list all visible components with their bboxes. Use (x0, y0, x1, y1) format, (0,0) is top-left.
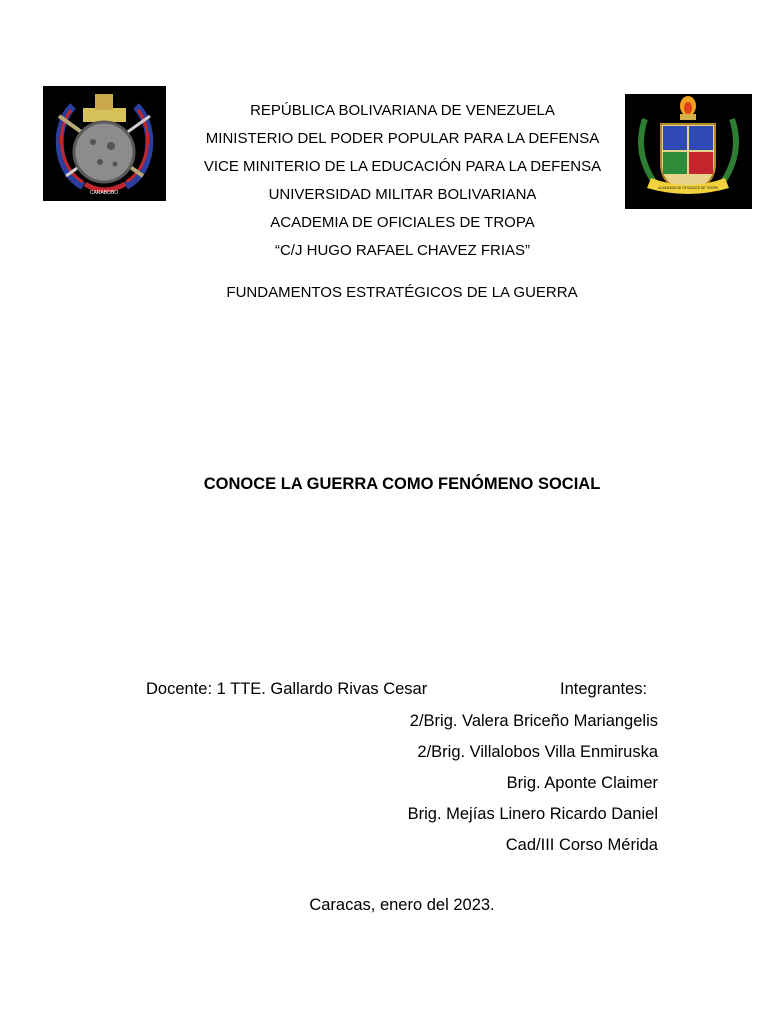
member-item: Brig. Mejías Linero Ricardo Daniel (407, 805, 658, 823)
place-and-date: Caracas, enero del 2023. (309, 896, 495, 914)
header-line-republic: REPÚBLICA BOLIVARIANA DE VENEZUELA (250, 102, 555, 119)
header-line-academy: ACADEMIA DE OFICIALES DE TROPA (270, 214, 535, 231)
member-item: Cad/III Corso Mérida (505, 836, 658, 854)
member-item: Brig. Aponte Claimer (506, 774, 658, 792)
emblem-ribbon-text: CARABOBO (89, 190, 119, 196)
header-line-academy-name: “C/J HUGO RAFAEL CHAVEZ FRIAS” (274, 242, 531, 259)
member-item: 2/Brig. Valera Briceño Mariangelis (409, 712, 658, 730)
document-title: CONOCE LA GUERRA COMO FENÓMENO SOCIAL (203, 475, 601, 493)
academy-shield-icon (625, 94, 752, 209)
shield-banner-text: ACADEMIA DE OFICIALES DE TROPA (658, 186, 718, 190)
teacher-line: Docente: 1 TTE. Gallardo Rivas Cesar (146, 680, 428, 698)
header-line-university: UNIVERSIDAD MILITAR BOLIVARIANA (268, 186, 537, 203)
university-emblem-logo (43, 86, 166, 201)
header-line-ministry: MINISTERIO DEL PODER POPULAR PARA LA DEFENSA (205, 130, 600, 147)
institution-header (190, 100, 615, 268)
member-item: 2/Brig. Villalobos Villa Enmiruska (417, 743, 658, 761)
university-emblem-icon (43, 86, 166, 201)
header-line-vice-ministry: VICE MINITERIO DE LA EDUCACIÓN PARA LA DEFENSA (203, 158, 602, 175)
members-list (408, 710, 658, 865)
course-subject: FUNDAMENTOS ESTRATÉGICOS DE LA GUERRA (226, 284, 578, 301)
members-label: Integrantes: (560, 680, 648, 698)
academy-shield-logo (625, 94, 752, 209)
